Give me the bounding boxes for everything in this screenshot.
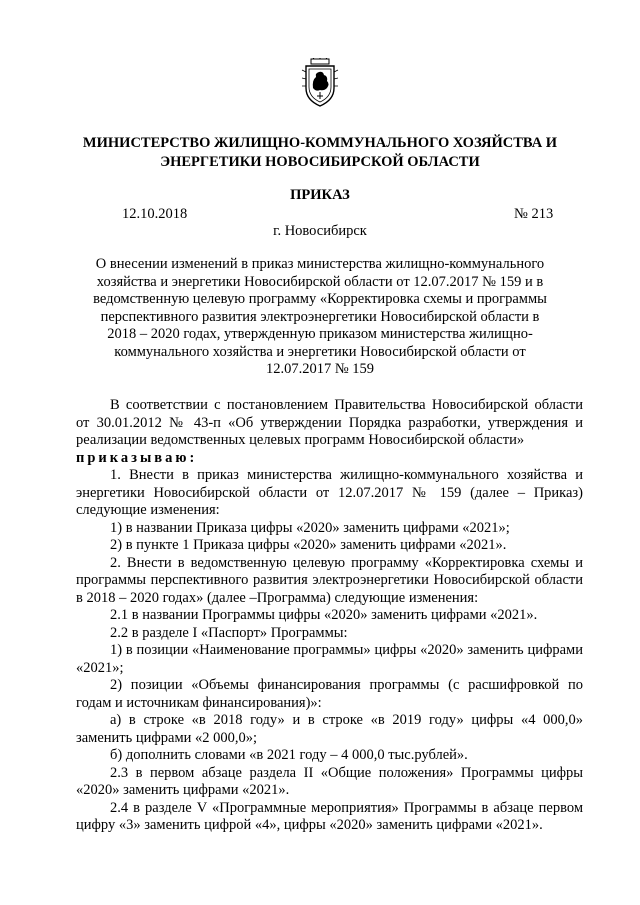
preamble: В соответствии с постановлением Правительства Новосибирской области от 30.01.2012 № 43-п «Об утверждении Порядка разработки, утверждения и реализации ведомственных целевых программ Новосибирской области»: [76, 397, 583, 448]
paragraph: 2. Внести в ведомственную целевую программу «Корректировка схемы и программы перспективного развития электроэнергетики Новосибирской области в 2018 – 2020 годах» (далее –Программа) следующие изменения:: [76, 554, 583, 606]
ministry-title: [60, 134, 580, 172]
document-city: г. Новосибирск: [273, 223, 367, 239]
ministry-title-line-1: МИНИСТЕРСТВО ЖИЛИЩНО-КОММУНАЛЬНОГО ХОЗЯЙСТВА И: [82, 135, 558, 151]
document-number: № 213: [514, 206, 554, 222]
coat-of-arms-icon: [300, 58, 340, 108]
paragraph: 2.3 в первом абзаце раздела II «Общие положения» Программы цифры «2020» заменить цифрами «2021».: [76, 764, 583, 798]
paragraph: 2.1 в названии Программы цифры «2020» заменить цифрами «2021».: [110, 607, 538, 623]
paragraph: 2.2 в разделе I «Паспорт» Программы:: [110, 624, 348, 641]
ministry-title-line-2: ЭНЕРГЕТИКИ НОВОСИБИРСКОЙ ОБЛАСТИ: [160, 154, 480, 170]
paragraph: 2) в пункте 1 Приказа цифры «2020» заменить цифрами «2021».: [110, 537, 507, 553]
document-body: [76, 397, 583, 835]
document-date: 12.10.2018: [122, 206, 188, 222]
paragraph: 1. Внести в приказ министерства жилищно-коммунального хозяйства и энергетики Новосибирской области от 12.07.2017 № 159 (далее – Приказ) следующие изменения:: [76, 467, 583, 518]
document-type: ПРИКАЗ: [290, 187, 350, 203]
paragraph: 1) в названии Приказа цифры «2020» заменить цифрами «2021»;: [110, 519, 510, 536]
paragraph: 2.4 в разделе V «Программные мероприятия» Программы в абзаце первом цифру «3» заменить цифрой «4», цифры «2020» заменить цифрами «2021».: [76, 799, 583, 833]
paragraph: 1) в позиции «Наименование программы» цифры «2020» заменить цифрами «2021»;: [76, 642, 583, 676]
decree-word: приказываю:: [76, 449, 198, 466]
document-subject: О внесении изменений в приказ министерства жилищно-коммунального хозяйства и энергетики Новосибирской области от 12.07.2017 № 159 и в ведомственную целевую программу «Корректировка схемы и программы перспективного развития электроэнергетики Новосибирской области в 2018 – 2020 годах, утвержденную приказом министерства жилищно-коммунального хозяйства и энергетики Новосибирской области от 12.07.2017 № 159: [93, 256, 547, 377]
paragraph: б) дополнить словами «в 2021 году – 4 000,0 тыс.рублей».: [110, 747, 468, 763]
paragraph: 2) позиции «Объемы финансирования программы (с расшифровкой по годам и источникам финансирования)»:: [76, 677, 583, 711]
paragraph: а) в строке «в 2018 году» и в строке «в 2019 году» цифры «4 000,0» заменить цифрами «2 000,0»;: [76, 712, 583, 746]
